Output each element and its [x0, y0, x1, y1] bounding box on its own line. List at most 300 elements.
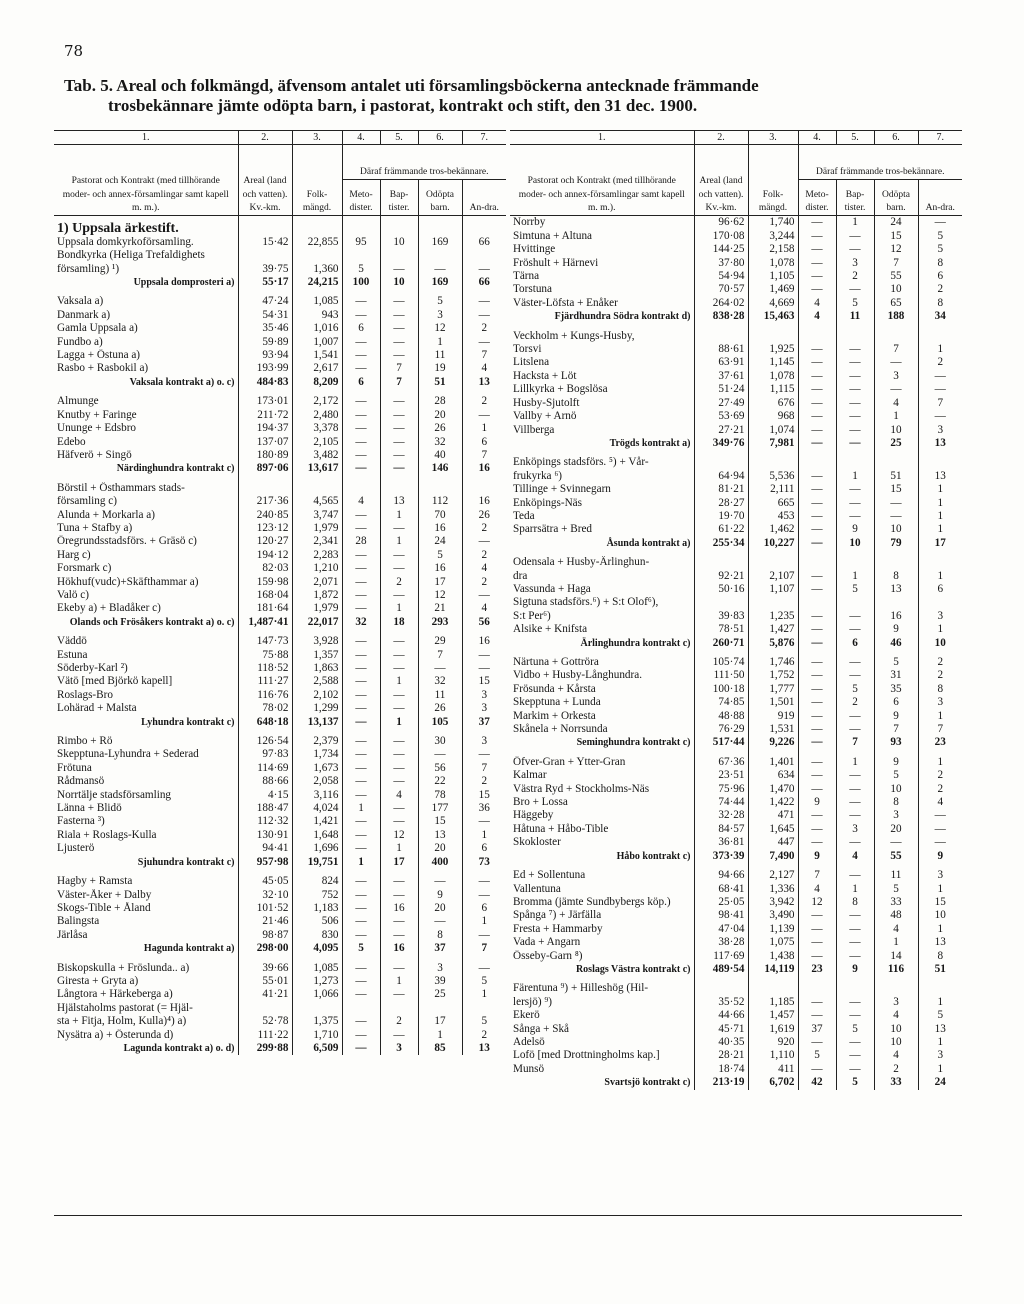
andra-cell: 3 [462, 735, 506, 748]
baptister-cell: — [380, 915, 418, 928]
areal-cell: 39·66 [238, 962, 292, 975]
areal-cell: 81·21 [694, 483, 748, 496]
baptister-cell: — [380, 409, 418, 422]
odopta-cell: 7 [874, 257, 918, 270]
metodister-cell: — [798, 696, 836, 709]
baptister-cell: — [836, 410, 874, 423]
folkmangd-cell: 6,702 [748, 1076, 798, 1089]
baptister-cell: — [836, 623, 874, 636]
folkmangd-cell: 943 [292, 309, 342, 322]
folkmangd-cell: 1,210 [292, 562, 342, 575]
parish-name: Svartsjö kontrakt c) [604, 1077, 691, 1089]
baptister-cell: 3 [836, 823, 874, 836]
metodister-cell [342, 249, 380, 262]
right-table [510, 130, 962, 1090]
metodister-cell: — [342, 562, 380, 575]
andra-cell: — [462, 309, 506, 322]
odopta-cell: 16 [874, 610, 918, 623]
table-row [510, 923, 962, 936]
baptister-cell: 17 [380, 856, 418, 869]
areal-cell: 170·08 [694, 230, 748, 243]
kontrakt-total-row [54, 276, 506, 289]
odopta-cell: 8 [418, 929, 462, 942]
metodister-cell: — [342, 549, 380, 562]
folkmangd-cell: 13,137 [292, 716, 342, 729]
table-row [54, 509, 506, 522]
parish-name: Skogs-Tible + Åland [57, 901, 151, 914]
folkmangd-cell: 2,172 [292, 395, 342, 408]
parish-name: Fasterna ³) [57, 815, 105, 828]
areal-cell: 194·12 [238, 549, 292, 562]
parish-name: Frösunda + Kårsta [513, 682, 596, 695]
header-pastorat: Pastorat och Kontrakt (med tillhörande moder- och annex-församlingar samt kapell m. m.). [510, 145, 694, 216]
areal-cell: 50·16 [694, 583, 748, 596]
areal-cell: 211·72 [238, 409, 292, 422]
parish-name: Spånga ⁷) + Järfälla [513, 909, 602, 922]
baptister-cell: — [380, 662, 418, 675]
odopta-cell: 55 [874, 850, 918, 863]
odopta-cell: 3 [874, 370, 918, 383]
odopta-cell: 146 [418, 462, 462, 475]
group-header-row [54, 145, 506, 180]
andra-cell: 56 [462, 616, 506, 629]
areal-cell: 240·85 [238, 509, 292, 522]
parish-name: Roslags-Bro [57, 688, 113, 701]
parish-name: Väster-Åker + Dalby [57, 888, 152, 901]
folkmangd-cell: 1,531 [748, 723, 798, 736]
andra-cell: — [462, 889, 506, 902]
parish-name: Harg c) [57, 548, 91, 561]
parish-name: Norrby [513, 216, 546, 229]
parish-name: Skånela + Norrsunda [513, 723, 608, 736]
folkmangd-cell: 1,299 [292, 702, 342, 715]
areal-cell: 39·83 [694, 610, 748, 623]
table-row [510, 456, 962, 469]
areal-cell: 349·76 [694, 437, 748, 450]
areal-cell: 67·36 [694, 756, 748, 769]
folkmangd-cell: 2,617 [292, 362, 342, 375]
parish-name: Hacksta + Löt [513, 369, 577, 382]
baptister-cell [836, 556, 874, 569]
baptister-cell: — [836, 1009, 874, 1022]
folkmangd-cell: 1,085 [292, 962, 342, 975]
areal-cell: 517·44 [694, 736, 748, 749]
parish-name: Olands och Frösåkers kontrakt a) o. c) [69, 616, 235, 628]
metodister-cell: 100 [342, 276, 380, 289]
metodister-cell: — [342, 962, 380, 975]
areal-cell: 55·17 [238, 276, 292, 289]
metodister-cell: — [342, 975, 380, 988]
andra-cell: 73 [462, 856, 506, 869]
table-row [54, 236, 506, 249]
odopta-cell: 78 [418, 789, 462, 802]
folkmangd-cell: 919 [748, 710, 798, 723]
parish-name: Långtora + Härkeberga a) [57, 988, 173, 1001]
odopta-cell: — [418, 662, 462, 675]
andra-cell: — [918, 809, 962, 822]
areal-cell: 96·62 [694, 216, 748, 230]
parish-name: Markim + Orkesta [513, 709, 596, 722]
folkmangd-cell: 1,066 [292, 988, 342, 1001]
parish-name: Lofö [med Drottningholms kap.] [513, 1049, 660, 1062]
areal-cell: 88·61 [694, 343, 748, 356]
baptister-cell: — [380, 395, 418, 408]
metodister-cell: — [342, 789, 380, 802]
table-row [510, 610, 962, 623]
colnum: 7. [462, 131, 506, 145]
parish-name: Trögds kontrakt a) [609, 437, 691, 449]
odopta-cell: 1 [874, 936, 918, 949]
areal-cell: 194·37 [238, 422, 292, 435]
metodister-cell: 6 [342, 322, 380, 335]
odopta-cell: 55 [874, 270, 918, 283]
metodister-cell: — [798, 283, 836, 296]
metodister-cell: — [798, 570, 836, 583]
metodister-cell: — [798, 756, 836, 769]
odopta-cell: 48 [874, 909, 918, 922]
parish-name: Tuna + Stafby a) [57, 521, 133, 534]
odopta-cell: 112 [418, 495, 462, 508]
folkmangd-cell: 1,357 [292, 649, 342, 662]
parish-name: Fröshult + Härnevi [513, 256, 599, 269]
metodister-cell: — [342, 462, 380, 475]
folkmangd-cell: 2,111 [748, 483, 798, 496]
table-row [54, 689, 506, 702]
metodister-cell: — [798, 656, 836, 669]
table-row [54, 549, 506, 562]
table-row [54, 482, 506, 495]
colnum: 2. [694, 131, 748, 145]
table-row [510, 809, 962, 822]
empty-cell [418, 216, 462, 236]
table-row [54, 635, 506, 648]
baptister-cell: — [836, 510, 874, 523]
andra-cell: 3 [918, 696, 962, 709]
folkmangd-cell: 1,085 [292, 295, 342, 308]
odopta-cell: 13 [418, 829, 462, 842]
odopta-cell: 25 [418, 988, 462, 1001]
colnum: 6. [874, 131, 918, 145]
metodister-cell: — [342, 295, 380, 308]
parish-name: Odensala + Husby-Ärlinghun- [513, 556, 650, 569]
baptister-cell: 1 [380, 535, 418, 548]
parish-name: Ljusterö [57, 842, 95, 855]
odopta-cell: 188 [874, 310, 918, 323]
folkmangd-cell: 1,401 [748, 756, 798, 769]
baptister-cell: — [380, 422, 418, 435]
folkmangd-cell: 1,078 [748, 257, 798, 270]
baptister-cell: 1 [380, 602, 418, 615]
andra-cell: 7 [462, 762, 506, 775]
andra-cell: 6 [462, 436, 506, 449]
header-odopta: Odöpta barn. [874, 180, 918, 216]
odopta-cell: 293 [418, 616, 462, 629]
odopta-cell: 39 [418, 975, 462, 988]
odopta-cell: 40 [418, 449, 462, 462]
metodister-cell: — [342, 309, 380, 322]
parish-name: Kalmar [513, 769, 547, 782]
andra-cell: 8 [918, 950, 962, 963]
andra-cell: 4 [918, 796, 962, 809]
baptister-cell: — [836, 283, 874, 296]
odopta-cell: 17 [418, 576, 462, 589]
baptister-cell: — [836, 950, 874, 963]
odopta-cell: 11 [418, 349, 462, 362]
parish-name: Uppsala domkyrkoförsamling. [57, 235, 194, 248]
table-row [510, 383, 962, 396]
odopta-cell: 20 [874, 823, 918, 836]
metodister-cell [798, 982, 836, 995]
table-row [54, 1015, 506, 1028]
baptister-cell: — [836, 809, 874, 822]
metodister-cell: — [798, 669, 836, 682]
metodister-cell: — [798, 497, 836, 510]
column-numbers [510, 131, 962, 145]
baptister-cell: — [380, 929, 418, 942]
metodister-cell: 6 [342, 376, 380, 389]
table-row [510, 470, 962, 483]
areal-cell [238, 249, 292, 262]
andra-cell: — [462, 962, 506, 975]
metodister-cell: — [798, 257, 836, 270]
folkmangd-cell: 1,235 [748, 610, 798, 623]
odopta-cell: 24 [418, 535, 462, 548]
odopta-cell: 33 [874, 896, 918, 909]
areal-cell: 27·21 [694, 424, 748, 437]
folkmangd-cell: 15,463 [748, 310, 798, 323]
parish-name: Fresta + Hammarby [513, 922, 603, 935]
colnum: 5. [836, 131, 874, 145]
parish-name: Hjälstaholms pastorat (= Hjäl- [57, 1001, 193, 1014]
folkmangd-cell [748, 456, 798, 469]
andra-cell: — [918, 383, 962, 396]
parish-name: Ed + Sollentuna [513, 869, 586, 882]
metodister-cell: — [798, 437, 836, 450]
folkmangd-cell: 824 [292, 875, 342, 888]
metodister-cell: — [342, 1015, 380, 1028]
metodister-cell: — [798, 397, 836, 410]
folkmangd-cell: 1,501 [748, 696, 798, 709]
kontrakt-total-row [54, 716, 506, 729]
parish-name: Enköpings-Näs [513, 496, 582, 509]
andra-cell: 1 [918, 570, 962, 583]
andra-cell: 2 [918, 656, 962, 669]
andra-cell: 13 [918, 1023, 962, 1036]
header-areal: Areal (land och vatten). Kv.-km. [238, 145, 292, 216]
parish-name: Länna + Blidö [57, 802, 122, 815]
odopta-cell: 20 [418, 842, 462, 855]
areal-cell: 74·44 [694, 796, 748, 809]
areal-cell: 35·46 [238, 322, 292, 335]
andra-cell: 13 [918, 470, 962, 483]
parish-name: Vaksala kontrakt a) o. c) [129, 376, 235, 388]
andra-cell: 1 [462, 915, 506, 928]
table-row [54, 802, 506, 815]
parish-name: Åsunda kontrakt a) [606, 537, 691, 549]
folkmangd-cell: 1,872 [292, 589, 342, 602]
table-row [510, 397, 962, 410]
right-table-header [510, 131, 962, 216]
areal-cell: 39·75 [238, 263, 292, 276]
table-row [54, 929, 506, 942]
folkmangd-cell: 6,509 [292, 1042, 342, 1055]
metodister-cell: — [342, 915, 380, 928]
metodister-cell: — [798, 343, 836, 356]
kontrakt-total-row [54, 376, 506, 389]
header-group: Däraf främmande tros-bekännare. [798, 145, 962, 180]
folkmangd-cell: 3,116 [292, 789, 342, 802]
parish-name: Seminghundra kontrakt c) [576, 737, 691, 749]
areal-cell: 100·18 [694, 683, 748, 696]
header-folkmangd: Folk-mängd. [292, 145, 342, 216]
folkmangd-cell [748, 982, 798, 995]
table-row [54, 449, 506, 462]
odopta-cell: — [874, 497, 918, 510]
metodister-cell: — [798, 610, 836, 623]
areal-cell: 137·07 [238, 436, 292, 449]
andra-cell: 7 [918, 723, 962, 736]
areal-cell: 159·98 [238, 576, 292, 589]
table-row [54, 735, 506, 748]
odopta-cell: 37 [418, 942, 462, 955]
folkmangd-cell: 8,209 [292, 376, 342, 389]
baptister-cell: 4 [380, 789, 418, 802]
baptister-cell: — [380, 349, 418, 362]
metodister-cell [798, 456, 836, 469]
metodister-cell: — [798, 723, 836, 736]
areal-cell: 18·74 [694, 1063, 748, 1076]
folkmangd-cell: 3,928 [292, 635, 342, 648]
folkmangd-cell: 5,876 [748, 637, 798, 650]
areal-cell: 25·05 [694, 896, 748, 909]
metodister-cell: — [342, 735, 380, 748]
folkmangd-cell: 1,777 [748, 683, 798, 696]
metodister-cell: — [342, 762, 380, 775]
header-baptister: Bap-tister. [380, 180, 418, 216]
table-row [54, 662, 506, 675]
folkmangd-cell: 13,617 [292, 462, 342, 475]
folkmangd-cell: 1,427 [748, 623, 798, 636]
areal-cell: 193·99 [238, 362, 292, 375]
table-row [510, 243, 962, 256]
parish-name: Danmark a) [57, 308, 111, 321]
parish-name: Alsike + Knifsta [513, 623, 588, 636]
kontrakt-total-row [510, 637, 962, 650]
andra-cell: 1 [462, 422, 506, 435]
odopta-cell [874, 596, 918, 609]
table-row [510, 410, 962, 423]
baptister-cell: 2 [836, 270, 874, 283]
areal-cell: 37·80 [694, 257, 748, 270]
baptister-cell: — [380, 775, 418, 788]
areal-cell: 19·70 [694, 510, 748, 523]
metodister-cell: — [798, 809, 836, 822]
metodister-cell: — [342, 875, 380, 888]
metodister-cell: — [342, 436, 380, 449]
folkmangd-cell: 1,752 [748, 669, 798, 682]
folkmangd-cell: 634 [748, 769, 798, 782]
parish-name: Forsmark c) [57, 562, 112, 575]
parish-name: Vassunda + Haga [513, 582, 591, 595]
metodister-cell: — [342, 716, 380, 729]
baptister-cell: 2 [836, 696, 874, 709]
metodister-cell: — [342, 929, 380, 942]
kontrakt-total-row [510, 963, 962, 976]
folkmangd-cell: 1,734 [292, 748, 342, 761]
folkmangd-cell: 4,024 [292, 802, 342, 815]
baptister-cell: — [836, 669, 874, 682]
colnum: 7. [918, 131, 962, 145]
metodister-cell: — [342, 748, 380, 761]
baptister-cell: — [380, 309, 418, 322]
baptister-cell: 16 [380, 902, 418, 915]
folkmangd-cell: 1,470 [748, 783, 798, 796]
folkmangd-cell: 1,746 [748, 656, 798, 669]
areal-cell: 101·52 [238, 902, 292, 915]
kontrakt-total-row [510, 437, 962, 450]
odopta-cell: 70 [418, 509, 462, 522]
table-row [510, 1049, 962, 1062]
folkmangd-cell: 2,107 [748, 570, 798, 583]
baptister-cell: — [380, 562, 418, 575]
metodister-cell: — [798, 923, 836, 936]
areal-cell: 82·03 [238, 562, 292, 575]
section-heading-row [54, 216, 506, 236]
odopta-cell: 22 [418, 775, 462, 788]
metodister-cell: — [342, 422, 380, 435]
title-line-1: Tab. 5. Areal och folkmängd, äfvensom antalet uti församlingsböckerna antecknade främmande [64, 76, 759, 95]
odopta-cell: 9 [418, 889, 462, 902]
andra-cell: 5 [918, 243, 962, 256]
areal-cell: 180·89 [238, 449, 292, 462]
folkmangd-cell: 2,283 [292, 549, 342, 562]
parish-name: Öregrundsstadsförs. + Gräsö c) [57, 535, 197, 548]
table-row [510, 424, 962, 437]
header-andra: An-dra. [462, 180, 506, 216]
parish-name: Häggeby [513, 809, 554, 822]
table-row [510, 270, 962, 283]
parish-name: Närdinghundra kontrakt c) [116, 463, 235, 475]
andra-cell [918, 982, 962, 995]
folkmangd-cell: 2,379 [292, 735, 342, 748]
metodister-cell: — [342, 649, 380, 662]
areal-cell: 94·41 [238, 842, 292, 855]
folkmangd-cell: 1,619 [748, 1023, 798, 1036]
baptister-cell: — [836, 483, 874, 496]
baptister-cell: — [380, 336, 418, 349]
folkmangd-cell: 1,710 [292, 1029, 342, 1042]
odopta-cell: — [874, 383, 918, 396]
metodister-cell: 95 [342, 236, 380, 249]
baptister-cell: — [836, 836, 874, 849]
parish-name: Skokloster [513, 836, 561, 849]
metodister-cell [342, 1002, 380, 1015]
table-row [510, 883, 962, 896]
metodister-cell: — [798, 783, 836, 796]
baptister-cell [836, 456, 874, 469]
andra-cell: 2 [918, 783, 962, 796]
areal-cell: 84·57 [694, 823, 748, 836]
table-row [510, 869, 962, 882]
empty-cell [292, 216, 342, 236]
parish-name: Rådmansö [57, 775, 105, 788]
baptister-cell: 5 [836, 1023, 874, 1036]
table-row [510, 756, 962, 769]
baptister-cell: — [836, 710, 874, 723]
odopta-cell: 15 [874, 230, 918, 243]
folkmangd-cell: 2,158 [748, 243, 798, 256]
baptister-cell: 10 [380, 276, 418, 289]
